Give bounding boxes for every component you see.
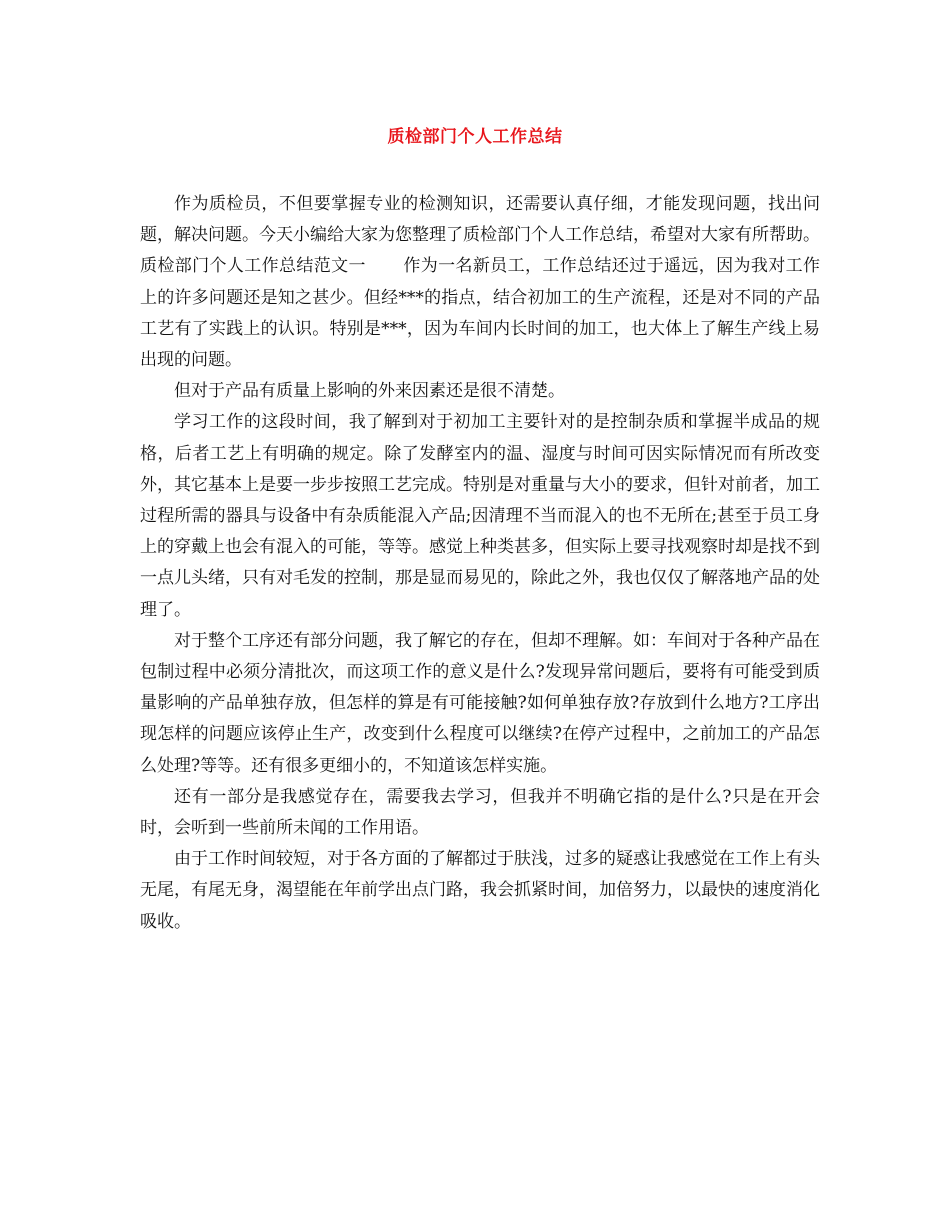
- body-paragraph-1: 但对于产品有质量上影响的外来因素还是很不清楚。: [174, 381, 565, 402]
- body-paragraph-5: 由于工作时间较短，对于各方面的了解都过于肤浅，过多的疑惑让我感觉在工作上有头无尾，有尾无身，渴望能在年前学出点门路，我会抓紧时间，加倍努力，以最快的速度消化吸收。: [140, 849, 820, 932]
- body-paragraph-2: 学习工作的这段时间，我了解到对于初加工主要针对的是控制杂质和掌握半成品的规格，后者工艺上有明确的规定。除了发酵室内的温、湿度与时间可因实际情况而有所改变外，其它基本上是要一步步按照工艺完成。特别是对重量与大小的要求，但针对前者，加工过程所需的器具与设备中有杂质能混入产品;因清理不当而混入的也不无所在;甚至于员工身上的穿戴上也会有混入的可能，等等。感觉上种类甚多，但实际上要寻找观察时却是找不到一点儿头绪，只有对毛发的控制，那是显而易见的，除此之外，我也仅仅了解落地产品的处理了。: [140, 412, 820, 620]
- section-first-text: 作为一名新员工，工作总结还过于遥远，因为我对工作上的许多问题还是知之甚少。但经***的指点，结合初加工的生产流程，还是对不同的产品工艺有了实践上的认识。特别是***，因为车间内长时间的加工，也大体上了解生产线上易出现的问题。: [140, 256, 821, 371]
- intro-paragraph: 作为质检员，不但要掌握专业的检测知识，还需要认真仔细，才能发现问题，找出问题，解决问题。今天小编给大家为您整理了质检部门个人工作总结，希望对大家有所帮助。: [140, 194, 820, 246]
- section-paragraph: [140, 251, 820, 376]
- body-paragraph-3: 对于整个工序还有部分问题，我了解它的存在，但却不理解。如：车间对于各种产品在包制过程中必须分清批次，而这项工作的意义是什么?发现异常问题后，要将有可能受到质量影响的产品单独存放，但怎样的算是有可能接触?如何单独存放?存放到什么地方?工序出现怎样的问题应该停止生产，改变到什么程度可以继续?在停产过程中，之前加工的产品怎么处理?等等。还有很多更细小的，不知道该怎样实施。: [140, 630, 820, 776]
- section-heading: 质检部门个人工作总结范文一: [140, 256, 366, 277]
- document-body: [140, 189, 820, 938]
- document-title: 质检部门个人工作总结: [387, 127, 563, 147]
- body-paragraph-4: 还有一部分是我感觉存在，需要我去学习，但我并不明确它指的是什么?只是在开会时，会听到一些前所未闻的工作用语。: [140, 786, 820, 839]
